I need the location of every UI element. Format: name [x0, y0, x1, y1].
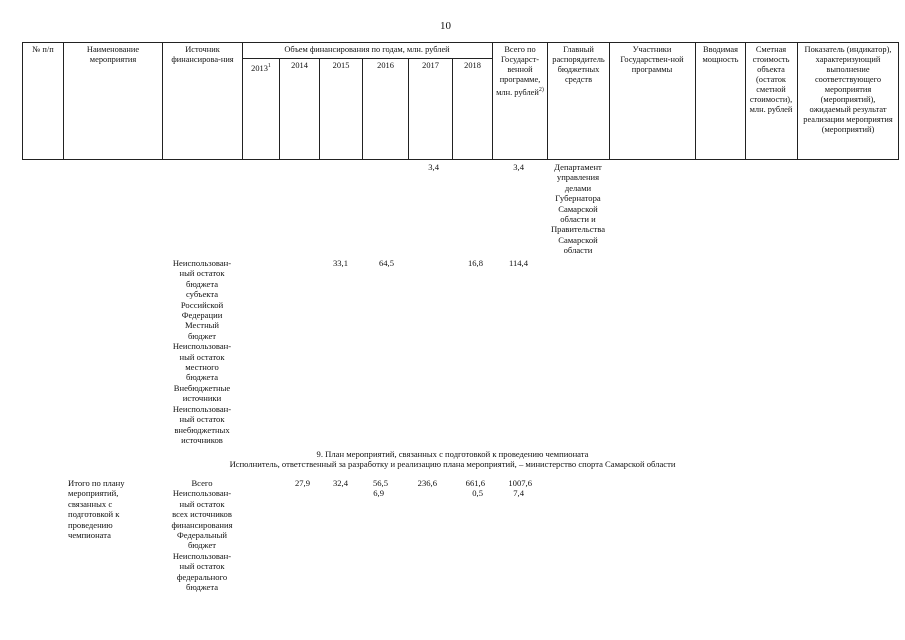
block1-total: 3,4: [513, 162, 524, 172]
header-total: Всего по Государст-венной программе, млн. рублей$^{2)}$: [496, 45, 544, 97]
page-number: 10: [440, 20, 451, 32]
header-year-2017: 2017: [422, 61, 439, 70]
header-source: Источник финансирова-ния: [171, 45, 234, 64]
header-volume: Объем финансирования по годам, млн. рублей: [284, 45, 450, 54]
header-year-2013: 2013$^1$: [251, 63, 271, 73]
block3-rest-total: 7,4: [513, 488, 524, 498]
block2-2016: 64,5: [378, 258, 394, 268]
block2-source: Неиспользован- ный остаток бюджета субъекта Российской Федерации Местный бюджет Неиспользован- ный остаток местного бюджета Внебюджетные источники Неиспользован- ный остаток внебюджетных источников: [172, 258, 232, 445]
header-num: № п/п: [32, 45, 54, 54]
block2-2015: 33,1: [332, 258, 348, 268]
block3-total-2016: 236,6: [417, 478, 437, 488]
block3-total-2013: 27,9: [294, 478, 310, 488]
block3-rest-2015: 6,9: [373, 488, 384, 498]
block3-rest-2018: 0,5: [472, 488, 483, 498]
header-indicator: Показатель (индикатор), характеризующий выполнение соответствующего мероприятия (мероприятий), ожидаемый результат реализации мероприятия (мероприятий): [803, 45, 893, 134]
block3-total-2017: 661,6: [465, 478, 485, 488]
block3-name: Итого по плану мероприятий, связанных с подготовкой к проведению чемпионата: [68, 478, 125, 541]
header-year-2015: 2015: [332, 61, 350, 70]
block3-total-2015: 56,5: [372, 478, 388, 488]
block3-source: Всего Неиспользован- ный остаток всех источников финансирования Федеральный бюджет Неиспользован- ный остаток федерального бюджета: [171, 478, 233, 593]
section-executor: Исполнитель, ответственный за разработку и реализацию плана мероприятий, – министерство спорта Самарской области: [229, 459, 676, 469]
header-participants: Участники Государствен-ной программы: [620, 45, 684, 74]
header-cost: Сметная стоимость объекта (остаток сметной стоимости), млн. рублей: [749, 45, 793, 114]
block3-total-sum: 1007,6: [508, 478, 532, 488]
header-year-2018: 2018: [464, 61, 481, 70]
header-year-2016: 2016: [377, 61, 394, 70]
header-year-2014: 2014: [291, 61, 308, 70]
block1-2017: 3,4: [428, 162, 439, 172]
block2-total: 114,4: [508, 258, 528, 268]
block2-2018: 16,8: [467, 258, 483, 268]
header-name: Наименование мероприятия: [86, 45, 140, 64]
block3-total-2014: 32,4: [332, 478, 348, 488]
block1-manager: Департамент управления делами Губернатора Самарской области и Правительства Самарской области: [550, 162, 606, 256]
section-title: 9. План мероприятий, связанных с подготовкой к проведению чемпионата: [316, 449, 589, 459]
header-manager: Главный распорядитель бюджетных средств: [552, 45, 605, 84]
header-capacity: Вводимая мощность: [702, 45, 739, 64]
